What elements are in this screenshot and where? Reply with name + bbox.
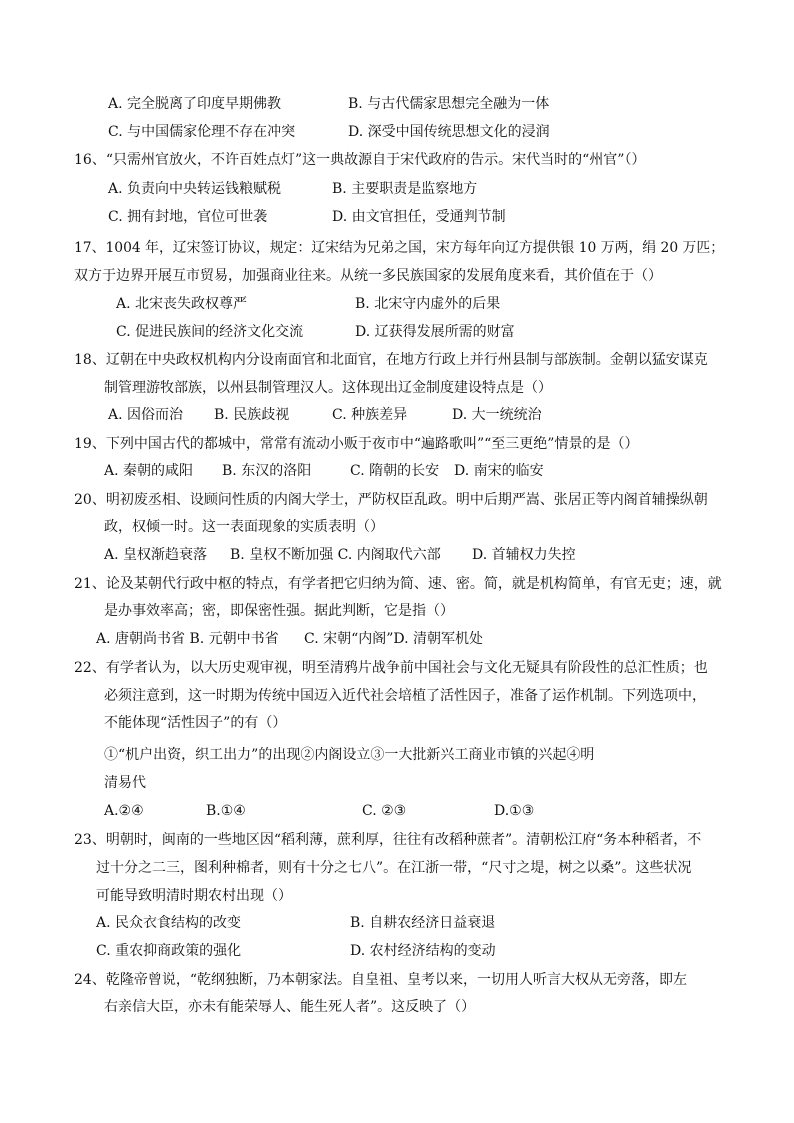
q23-option-a: A. 民众衣食结构的改变 xyxy=(96,915,242,931)
q18-stem-line-2: 制管理游牧部族，以州县制管理汉人。这体现出辽金制度建设特点是（） xyxy=(104,380,552,396)
q18-option-d: D. 大一统统治 xyxy=(452,407,542,423)
q23-stem-line-1: 23、明朝时，闽南的一些地区因“稻利薄，蔗利厚，往往有改稻种蔗者”。清朝松江府“务本种稻者，不 xyxy=(74,832,702,848)
q17-option-c: C. 促进民族间的经济文化交流 xyxy=(116,324,304,340)
q22-option-d: D.①③ xyxy=(494,803,535,819)
q15-option-c: C. 与中国儒家伦理不存在冲突 xyxy=(108,124,296,140)
q21-options-cd: C. 宋朝“内阁”D. 清朝军机处 xyxy=(304,631,484,647)
q22-stem-line-1: 22、有学者认为，以大历史观审视，明至清鸦片战争前中国社会与文化无疑具有阶段性的总汇性质；也 xyxy=(74,660,708,676)
q15-option-a: A. 完全脱离了印度早期佛教 xyxy=(108,96,282,112)
q16-option-b: B. 主要职责是监察地方 xyxy=(332,181,478,197)
q24-stem-line-2: 右亲信大臣，亦未有能荣辱人、能生死人者”。这反映了（） xyxy=(104,999,476,1015)
q22-stem-line-3: 不能体现“活性因子”的有（） xyxy=(104,715,287,731)
q19-option-a: A. 秦朝的咸阳 xyxy=(104,463,194,479)
q22-items-line-2: 清易代 xyxy=(104,775,146,791)
q20-option-b: B. 皇权不断加强 C. 内阁取代六部 xyxy=(230,547,441,563)
q15-option-b: B. 与古代儒家思想完全融为一体 xyxy=(348,96,550,112)
q22-option-a: A.②④ xyxy=(104,803,144,819)
q17-option-a: A. 北宋丧失政权尊严 xyxy=(116,296,248,312)
q17-stem-line-1: 17、1004 年，辽宋签订协议，规定：辽宋结为兄弟之国，宋方每年向辽方提供银 10 万两，绢 20 万匹； xyxy=(74,240,725,256)
q17-option-b: B. 北宋守内虚外的后果 xyxy=(355,296,501,312)
q18-stem-line-1: 18、辽朝在中央政权机构内分设南面官和北面官，在地方行政上并行州县制与部族制。金朝以猛安谋克 xyxy=(74,352,708,368)
q16-option-a: A. 负责向中央转运钱粮赋税 xyxy=(108,181,282,197)
q22-option-c: C. ②③ xyxy=(362,803,407,819)
q22-stem-line-2: 必须注意到，这一时期为传统中国迈入近代社会培植了活性因子，准备了运作机制。下列选项中， xyxy=(104,688,706,704)
q23-stem-line-3: 可能导致明清时期农村出现（） xyxy=(96,888,292,904)
q19-option-d: D. 南宋的临安 xyxy=(454,463,544,479)
q21-stem-line-1: 21、论及某朝代行政中枢的特点，有学者把它归纳为简、速、密。简，就是机构简单，有官无吏；速，就 xyxy=(74,576,722,592)
q19-stem-line-1: 19、下列中国古代的都城中，常常有流动小贩于夜市中“遍路歌叫”“至三更绝”情景的是（） xyxy=(74,436,639,452)
q21-stem-line-2: 是办事效率高；密，即保密性强。据此判断，它是指（） xyxy=(104,603,454,619)
q19-option-c: C. 隋朝的长安 xyxy=(350,463,440,479)
q20-stem-line-2: 政，权倾一时。这一表面现象的实质表明（） xyxy=(104,519,384,535)
q23-stem-line-2: 过十分之二三，图利种棉者，则有十分之七八”。在江浙一带，“尺寸之堤，树之以桑”。这些状况 xyxy=(96,860,692,876)
q18-option-b: B. 民族歧视 xyxy=(214,407,290,423)
q18-option-a: A. 因俗而治 xyxy=(108,407,184,423)
q18-option-c: C. 种族差异 xyxy=(332,407,408,423)
q17-option-d: D. 辽获得发展所需的财富 xyxy=(355,324,515,340)
q21-options-ab: A. 唐朝尚书省 B. 元朝中书省 xyxy=(96,631,279,647)
q24-stem-line-1: 24、乾隆帝曾说，“乾纲独断，乃本朝家法。自皇祖、皇考以来，一切用人听言大权从无旁落，即左 xyxy=(74,972,687,988)
q19-option-b: B. 东汉的洛阳 xyxy=(222,463,312,479)
q20-stem-line-1: 20、明初废丞相、设顾问性质的内阁大学士，严防权臣乱政。明中后期严嵩、张居正等内阁首辅操纵朝 xyxy=(74,492,708,508)
q16-option-c: C. 拥有封地，官位可世袭 xyxy=(108,209,268,225)
q23-option-c: C. 重农抑商政策的强化 xyxy=(96,943,242,959)
q15-option-d: D. 深受中国传统思想文化的浸润 xyxy=(348,124,550,140)
q20-option-a: A. 皇权渐趋衰落 xyxy=(104,547,208,563)
q22-items-line-1: ①“机户出资，织工出力”的出现②内阁设立③一大批新兴工商业市镇的兴起④明 xyxy=(104,747,595,763)
q16-option-d: D. 由文官担任，受通判节制 xyxy=(332,209,506,225)
q23-option-b: B. 自耕农经济日益衰退 xyxy=(350,915,496,931)
q23-option-d: D. 农村经济结构的变动 xyxy=(350,943,496,959)
q17-stem-line-2: 双方于边界开展互市贸易，加强商业往来。从统一多民族国家的发展角度来看，其价值在于（） xyxy=(74,268,662,284)
q22-option-b: B.①④ xyxy=(206,803,246,819)
q20-option-d: D. 首辅权力失控 xyxy=(472,547,576,563)
q16-stem-line-1: 16、“只需州官放火，不许百姓点灯”这一典故源自于宋代政府的告示。宋代当时的“州官”（） xyxy=(74,152,646,168)
